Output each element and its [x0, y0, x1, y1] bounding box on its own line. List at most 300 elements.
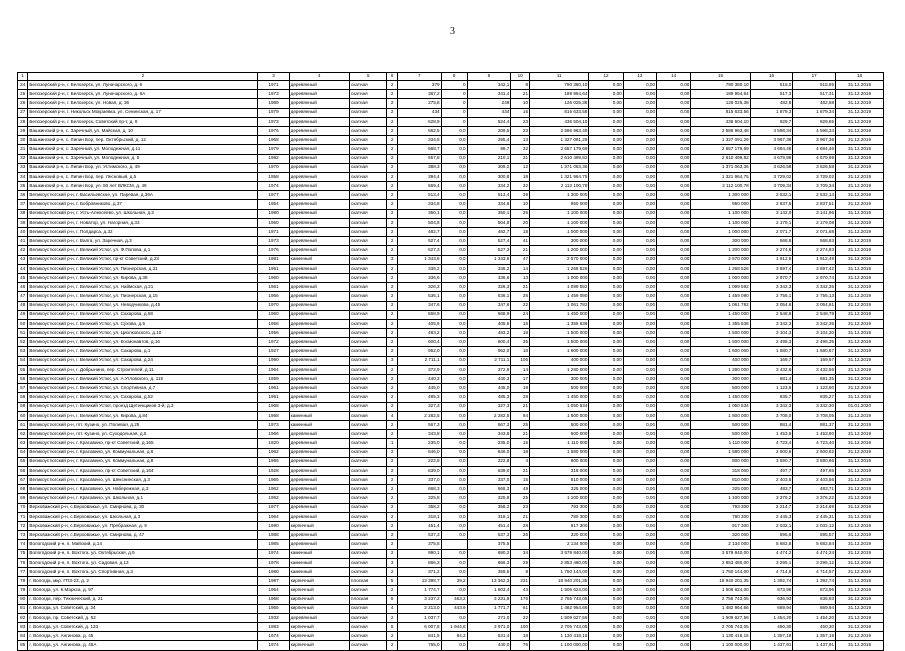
cell-col-11: 2 610 499,82	[530, 154, 589, 163]
cell-col-17: 3 626,58	[793, 163, 836, 172]
cell-col-13: 0,00	[623, 255, 656, 264]
header-cell-6: 6	[387, 73, 397, 81]
cell-col-14: 0,00	[657, 512, 691, 521]
cell-col-15: 1 099 592	[691, 283, 750, 292]
cell-col-9: 690,2	[467, 549, 511, 558]
cell-col-6: 2	[387, 182, 397, 191]
cell-col-16: 3 376,2	[750, 494, 793, 503]
cell-col-15: 1 450 000	[691, 310, 750, 319]
cell-col-9: 235,0	[467, 439, 511, 448]
cell-col-1: 55	[18, 365, 28, 374]
cell-col-18: 31.12.2019	[836, 356, 884, 365]
cell-col-11: 917 300	[530, 522, 589, 531]
cell-col-9: 567,3	[467, 420, 511, 429]
cell-col-18: 31.12.2019	[836, 246, 884, 255]
cell-col-10: 32	[511, 182, 530, 191]
cell-col-6: 2	[387, 136, 397, 145]
cell-col-3: 1980	[258, 209, 289, 218]
cell-col-2: Великоустюгский р-н, г. Красавино, ул. Шекснинская, д.3	[28, 476, 258, 485]
cell-col-17: 517,31	[793, 90, 836, 99]
cell-col-11: 780 300	[530, 512, 589, 521]
cell-col-16: 873,96	[750, 586, 793, 595]
cell-col-12: 0,00	[589, 145, 623, 154]
cell-col-13: 0,00	[623, 540, 656, 549]
cell-col-1: 62	[18, 430, 28, 439]
cell-col-18: 31.12.2019	[836, 365, 884, 374]
cell-col-6: 2	[387, 613, 397, 622]
cell-col-12: 0,00	[589, 117, 623, 126]
cell-col-10: 9	[511, 567, 530, 576]
cell-col-18: 31.12.2019	[836, 319, 884, 328]
cell-col-16: 1 437,91	[750, 641, 793, 650]
cell-col-1: 60	[18, 411, 28, 420]
cell-col-17: 4 684,46	[793, 145, 836, 154]
cell-col-8	[441, 540, 467, 549]
cell-col-18: 31.12.2019	[836, 228, 884, 237]
cell-col-16: 450,30	[750, 623, 793, 632]
cell-col-3: 1956	[258, 329, 289, 338]
cell-col-9: 309,2	[467, 163, 511, 172]
cell-col-16: 4 598,34	[750, 126, 793, 135]
cell-col-5: скатная	[350, 494, 387, 503]
cell-col-17: 2 837,51	[793, 200, 836, 209]
cell-col-16: 881,4	[750, 420, 793, 429]
cell-col-7: 13 398,7	[397, 577, 441, 586]
cell-col-3: 1981	[258, 255, 289, 264]
cell-col-13: 0,00	[623, 292, 656, 301]
cell-col-9: 536,1	[467, 292, 511, 301]
cell-col-8: 0,0	[441, 218, 467, 227]
table-row	[18, 329, 884, 338]
cell-col-9: 341,4	[467, 90, 511, 99]
header-cell-16: 16	[750, 73, 793, 81]
cell-col-17: 3 295,12	[793, 558, 836, 567]
cell-col-7: 1 037,7	[397, 613, 441, 622]
cell-col-2: Верховажский р-н, с.Верховажье, ул. Школьная, д.3	[28, 512, 258, 521]
cell-col-12: 0,00	[589, 595, 623, 604]
cell-col-8: 0,0	[441, 338, 467, 347]
cell-col-13: 0,00	[623, 310, 656, 319]
cell-col-18: 31.12.2019	[836, 255, 884, 264]
cell-col-6: 3	[387, 255, 397, 264]
cell-col-15: 1 100 000	[691, 209, 750, 218]
cell-col-12: 0,00	[589, 209, 623, 218]
cell-col-2: Вашкинский р-н, с. Липин Бор, пер. Лесновый, д.5	[28, 172, 258, 181]
cell-col-3: 1974	[258, 549, 289, 558]
cell-col-8: 0,0	[441, 531, 467, 540]
cell-col-15: 1 100 000	[691, 494, 750, 503]
cell-col-2: Великоустюгский р-н, г. Великий Устюг, проезд Щетинщиков 3-й, д.3	[28, 402, 258, 411]
cell-col-1: 74	[18, 540, 28, 549]
cell-col-18: 31.12.2019	[836, 549, 884, 558]
cell-col-1: 66	[18, 466, 28, 475]
cell-col-15: 1 500 000	[691, 338, 750, 347]
cell-col-1: 79	[18, 586, 28, 595]
cell-col-7: 372,9	[397, 365, 441, 374]
cell-col-15: 1 750 144,00	[691, 567, 750, 576]
cell-col-4: деревянный	[289, 218, 349, 227]
cell-col-11: 318 000	[530, 466, 589, 475]
cell-col-1: 32	[18, 154, 28, 163]
cell-col-4: деревянный	[289, 466, 349, 475]
cell-col-13: 0,00	[623, 283, 656, 292]
cell-col-14: 0,00	[657, 228, 691, 237]
cell-col-14: 0,00	[657, 641, 691, 650]
cell-col-7: 222,8	[397, 457, 441, 466]
cell-col-16: 1 357,19	[750, 632, 793, 641]
cell-col-3: 1970	[258, 301, 289, 310]
cell-col-15: 780 300	[691, 512, 750, 521]
cell-col-18: 31.12.2019	[836, 393, 884, 402]
cell-col-17: 1 437,91	[793, 641, 836, 650]
cell-col-5: скатная	[350, 586, 387, 595]
cell-col-17: 1 680,67	[793, 347, 836, 356]
cell-col-15: 1 100 000,00	[691, 641, 750, 650]
cell-col-2: Великоустюгский р-н, г. Великий Устюг, ул. Кирова, д.84	[28, 411, 258, 420]
cell-col-7: 482,7	[397, 228, 441, 237]
table-row	[18, 623, 884, 632]
cell-col-12: 0,00	[589, 466, 623, 475]
cell-col-17: 2 445,31	[793, 512, 836, 521]
cell-col-1: 63	[18, 439, 28, 448]
cell-col-8: 0,0	[441, 503, 467, 512]
cell-col-9: 359,5	[467, 567, 511, 576]
cell-col-12: 0,00	[589, 632, 623, 641]
cell-col-15: 1 100 000	[691, 218, 750, 227]
cell-col-9: 485,3	[467, 393, 511, 402]
table-row	[18, 503, 884, 512]
cell-col-15: 2 755 743,05	[691, 595, 750, 604]
cell-col-15: 1 371 063,36	[691, 163, 750, 172]
table-row	[18, 430, 884, 439]
table-row	[18, 641, 884, 650]
cell-col-7: 765,0	[397, 641, 441, 650]
table-row	[18, 319, 884, 328]
cell-col-7: 388,3	[397, 163, 441, 172]
cell-col-14: 0,00	[657, 540, 691, 549]
cell-col-14: 0,00	[657, 209, 691, 218]
cell-col-12: 0,00	[589, 577, 623, 586]
cell-col-7: 358,2	[397, 503, 441, 512]
header-cell-15: 15	[691, 73, 750, 81]
cell-col-10: 21	[511, 512, 530, 521]
cell-col-8: 0,0	[441, 172, 467, 181]
cell-col-15: 1 327 091,29	[691, 136, 750, 145]
cell-col-12: 0,00	[589, 237, 623, 246]
cell-col-6: 2	[387, 641, 397, 650]
cell-col-18: 31.12.2019	[836, 476, 884, 485]
table-row	[18, 375, 884, 384]
cell-col-11: 189 954,64	[530, 90, 589, 99]
cell-col-9: 13 362,3	[467, 577, 511, 586]
cell-col-8: 0,0	[441, 237, 467, 246]
cell-col-6: 2	[387, 81, 397, 90]
cell-col-1: 59	[18, 402, 28, 411]
cell-col-13: 0,00	[623, 347, 656, 356]
cell-col-9: 3 971,0	[467, 623, 511, 632]
cell-col-3: 1965	[258, 476, 289, 485]
cell-col-10: 15	[511, 319, 530, 328]
table-row	[18, 136, 884, 145]
cell-col-17: 835,27	[793, 393, 836, 402]
cell-col-5: скатная	[350, 172, 387, 181]
cell-col-10: 76	[511, 641, 530, 650]
cell-col-13: 0,00	[623, 402, 656, 411]
table-row	[18, 558, 884, 567]
cell-col-15: 2 657 179,69	[691, 145, 750, 154]
cell-col-1: 78	[18, 577, 28, 586]
cell-col-5: скатная	[350, 420, 387, 429]
cell-col-11: 325 000	[530, 485, 589, 494]
cell-col-10: 31	[511, 154, 530, 163]
cell-col-17: 2 032,12	[793, 522, 836, 531]
cell-col-10: 15	[511, 476, 530, 485]
cell-col-16: 2 498,3	[750, 338, 793, 347]
cell-col-9: 440,0	[467, 641, 511, 650]
cell-col-5: скатная	[350, 531, 387, 540]
cell-col-16: 3 054,6	[750, 301, 793, 310]
cell-col-17: 3 342,35	[793, 319, 836, 328]
cell-col-16: 2 179,1	[750, 218, 793, 227]
cell-col-12: 0,00	[589, 90, 623, 99]
cell-col-11: 1 268 526	[530, 264, 589, 273]
cell-col-5: скатная	[350, 273, 387, 282]
cell-col-7: 326,3	[397, 283, 441, 292]
table-row	[18, 595, 884, 604]
cell-col-8: 443,9	[441, 604, 467, 613]
cell-col-3: 1971	[258, 81, 289, 90]
cell-col-17: 3 697,42	[793, 264, 836, 273]
cell-col-17: 4 474,24	[793, 549, 836, 558]
cell-col-8: 0,0	[441, 200, 467, 209]
cell-col-16: 2 756,1	[750, 292, 793, 301]
cell-col-16: 483,7	[750, 485, 793, 494]
cell-col-7: 527,4	[397, 237, 441, 246]
cell-col-12: 0,00	[589, 154, 623, 163]
cell-col-5: скатная	[350, 558, 387, 567]
table-row	[18, 182, 884, 191]
cell-col-12: 0,00	[589, 494, 623, 503]
cell-col-6: 2	[387, 393, 397, 402]
cell-col-13: 0,00	[623, 393, 656, 402]
cell-col-7: 379	[397, 81, 441, 90]
cell-col-5: скатная	[350, 200, 387, 209]
cell-col-16: 2 548,8	[750, 310, 793, 319]
cell-col-13: 0,00	[623, 420, 656, 429]
table-row	[18, 512, 884, 521]
cell-col-7: 6 007,8	[397, 623, 441, 632]
cell-col-4: деревянный	[289, 273, 349, 282]
cell-col-10: 23	[511, 126, 530, 135]
cell-col-5: скатная	[350, 485, 387, 494]
cell-col-2: г. Вологда, пр. Советский, д. 52	[28, 613, 258, 622]
cell-col-17: 169,67	[793, 356, 836, 365]
cell-col-12: 0,00	[589, 347, 623, 356]
cell-col-10: 100	[511, 623, 530, 632]
cell-col-4: деревянный	[289, 108, 349, 117]
cell-col-1: 34	[18, 172, 28, 181]
cell-col-3: 1988	[258, 531, 289, 540]
cell-col-7: 567,3	[397, 420, 441, 429]
cell-col-8: 39,2	[441, 577, 467, 586]
cell-col-16: 669,94	[750, 604, 793, 613]
cell-col-10: 28	[511, 522, 530, 531]
cell-col-3: 1990	[258, 522, 289, 531]
cell-col-17: 3 104,30	[793, 329, 836, 338]
cell-col-18: 31.12.2019	[836, 154, 884, 163]
cell-col-4: деревянный	[289, 485, 349, 494]
cell-col-16: 1 453,8	[750, 430, 793, 439]
cell-col-10: 8	[511, 81, 530, 90]
cell-col-10: 13	[511, 273, 530, 282]
cell-col-12: 0,00	[589, 402, 623, 411]
cell-col-9: 537,3	[467, 531, 511, 540]
cell-col-3: 1968	[258, 136, 289, 145]
cell-col-17: 1 123,60	[793, 384, 836, 393]
cell-col-2: Великоустюгский р-н, г. Добрынино, пер. Строителей, д.11	[28, 365, 258, 374]
cell-col-1: 81	[18, 604, 28, 613]
cell-col-4: деревянный	[289, 90, 349, 99]
cell-col-2: Вашкинский р-н, с. Заречный, ул. Майская, д. 10	[28, 126, 258, 135]
cell-col-11: 1 600 000	[530, 347, 589, 356]
cell-col-15: 1 268 526	[691, 264, 750, 273]
cell-col-7: 504,8	[397, 218, 441, 227]
cell-col-18: 31.12.2019	[836, 283, 884, 292]
cell-col-2: г. Вологда, ул. Ангинова, д. 45А	[28, 641, 258, 650]
cell-col-4: деревянный	[289, 448, 349, 457]
cell-col-2: Великоустюгский р-н, г. Полдарса, д.32	[28, 228, 258, 237]
table-row	[18, 356, 884, 365]
cell-col-9: 524,4	[467, 117, 511, 126]
cell-col-12: 0,00	[589, 301, 623, 310]
cell-col-7: 325,8	[397, 494, 441, 503]
cell-col-14: 0,00	[657, 365, 691, 374]
cell-col-11: 400 000	[530, 356, 589, 365]
cell-col-12: 0,00	[589, 356, 623, 365]
cell-col-11: 1 280 000	[530, 365, 589, 374]
cell-col-11: 1 000 000	[530, 273, 589, 282]
cell-col-7: 275,8	[397, 99, 441, 108]
cell-col-1: 30	[18, 136, 28, 145]
cell-col-11: 1 099 592	[530, 283, 589, 292]
cell-col-3: 1979	[258, 108, 289, 117]
cell-col-7: 952,0	[397, 347, 441, 356]
cell-col-10: 21	[511, 402, 530, 411]
header-cell-13: 13	[623, 73, 656, 81]
cell-col-14: 0,00	[657, 99, 691, 108]
cell-col-3: 1961	[258, 384, 289, 393]
cell-col-18: 31.12.2019	[836, 200, 884, 209]
cell-col-15: 300 000	[691, 375, 750, 384]
table-row	[18, 292, 884, 301]
cell-col-17: 2 498,35	[793, 338, 836, 347]
cell-col-7: 371,2	[397, 567, 441, 576]
cell-col-16: 3 342,3	[750, 283, 793, 292]
cell-col-16: 636,93	[750, 595, 793, 604]
cell-col-8: 0,0	[441, 613, 467, 622]
cell-col-8: 0,0	[441, 246, 467, 255]
cell-col-15: 790 380,10	[691, 81, 750, 90]
cell-col-7: 337,0	[397, 476, 441, 485]
cell-col-17: 3 708,05	[793, 411, 836, 420]
cell-col-6: 2	[387, 172, 397, 181]
cell-col-2: г. Вологда, мкр. ГПЗ-23, д. 2	[28, 577, 258, 586]
cell-col-8: 84,2	[441, 632, 467, 641]
cell-col-3: 1973	[258, 237, 289, 246]
cell-col-11: 800 000	[530, 457, 589, 466]
cell-col-3: 1956	[258, 319, 289, 328]
cell-col-4: деревянный	[289, 439, 349, 448]
cell-col-11: 2 657 179,69	[530, 145, 589, 154]
cell-col-3: 1954	[258, 586, 289, 595]
cell-col-6: 2	[387, 108, 397, 117]
cell-col-14: 0,00	[657, 191, 691, 200]
cell-col-1: 41	[18, 237, 28, 246]
cell-col-17: 450,30	[793, 623, 836, 632]
cell-col-6: 2	[387, 522, 397, 531]
cell-col-6: 3	[387, 356, 397, 365]
cell-col-9: 2 282,5	[467, 411, 511, 420]
cell-col-13: 0,00	[623, 512, 656, 521]
cell-col-9: 482,7	[467, 228, 511, 237]
cell-col-18: 31.12.2019	[836, 430, 884, 439]
cell-col-13: 0,00	[623, 191, 656, 200]
cell-col-1: 25	[18, 90, 28, 99]
cell-col-11: 1 450 000	[530, 393, 589, 402]
table-row	[18, 476, 884, 485]
cell-col-8: 0,0	[441, 512, 467, 521]
cell-col-8: 0	[441, 117, 467, 126]
cell-col-12: 0,00	[589, 485, 623, 494]
cell-col-13: 0,00	[623, 136, 656, 145]
cell-col-18: 31.12.2019	[836, 264, 884, 273]
cell-col-15: 1 321 964,75	[691, 172, 750, 181]
cell-col-11: 2 112 100,78	[530, 182, 589, 191]
cell-col-6: 2	[387, 457, 397, 466]
cell-col-16: 3 697,4	[750, 264, 793, 273]
cell-col-11: 790 380,10	[530, 81, 589, 90]
cell-col-12: 0,00	[589, 641, 623, 650]
cell-col-13: 0,00	[623, 218, 656, 227]
cell-col-16: 2 214,7	[750, 503, 793, 512]
table-row	[18, 99, 884, 108]
cell-col-10: 26	[511, 531, 530, 540]
cell-col-7: 334,5	[397, 136, 441, 145]
cell-col-14: 0,00	[657, 402, 691, 411]
cell-col-14: 0,00	[657, 172, 691, 181]
cell-col-12: 0,00	[589, 448, 623, 457]
cell-col-13: 0,00	[623, 384, 656, 393]
cell-col-3: 1933	[258, 613, 289, 622]
cell-col-15: 320 000	[691, 531, 750, 540]
cell-col-7: 394,4	[397, 172, 441, 181]
cell-col-10: 34	[511, 549, 530, 558]
cell-col-13: 0,00	[623, 108, 656, 117]
cell-col-11: 1 100 000	[530, 218, 589, 227]
cell-col-2: г. Вологда, пер. Технический, д. 21	[28, 595, 258, 604]
cell-col-4: деревянный	[289, 209, 349, 218]
cell-col-16: 3 729,02	[750, 172, 793, 181]
cell-col-18: 31.12.2019	[836, 466, 884, 475]
cell-col-6: 3	[387, 558, 397, 567]
cell-col-3: 1954	[258, 200, 289, 209]
cell-col-10: 49	[511, 485, 530, 494]
cell-col-1: 84	[18, 632, 28, 641]
cell-col-3: 1976	[258, 126, 289, 135]
cell-col-1: 37	[18, 200, 28, 209]
cell-col-10: 25	[511, 494, 530, 503]
cell-col-11: 2 853 480,00	[530, 558, 589, 567]
